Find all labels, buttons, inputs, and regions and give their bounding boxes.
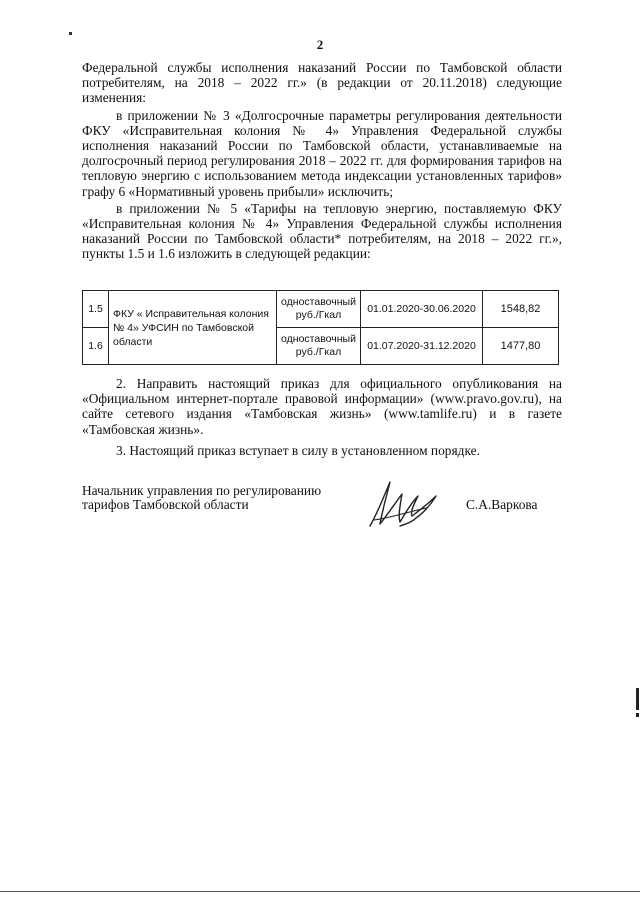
tariff-table — [82, 290, 559, 365]
signatory-name: С.А.Варкова — [466, 497, 538, 512]
tariff-type-cell: одноставочный руб./Гкал — [277, 328, 361, 365]
page-number: 2 — [316, 37, 324, 52]
scan-edge-mark — [636, 713, 639, 717]
tariff-value-cell: 1548,82 — [483, 291, 559, 328]
period-cell: 01.01.2020-30.06.2020 — [361, 291, 483, 328]
paragraph-appendix-3: в приложении № 3 «Долгосрочные параметры регулирования деятельности ФКУ «Исправительная колония № 4» Управления Федеральной службы исполнения наказаний России по Тамбовской области, устанавливаемые на долгосрочный период регулирования 2018 – 2022 гг. для формирования тарифов на тепловую энергию с использованием метода индексации установленных тарифов» графу 6 «Нормативный уровень прибыли» исключить; — [82, 107, 562, 199]
scan-bottom-edge — [0, 891, 640, 892]
paragraph-intro: Федеральной службы исполнения наказаний России по Тамбовской области потребителям, на 2018 – 2022 гг.» (в редакции от 20.11.2018) следующие изменения: — [82, 60, 562, 106]
item-2-publication: 2. Направить настоящий приказ для официального опубликования на «Официальном интернет-портале правовой информации» (www.pravo.gov.ru), на сайте сетевого издания «Тамбовская жизнь» (www.tamlife.ru) и в газете «Тамбовская жизнь». — [82, 376, 562, 437]
period-cell: 01.07.2020-31.12.2020 — [361, 328, 483, 365]
row-number: 1.6 — [83, 328, 109, 365]
tariff-value-cell: 1477,80 — [483, 328, 559, 365]
closing-items — [82, 376, 562, 458]
tariff-type-cell: одноставочный руб./Гкал — [277, 291, 361, 328]
table-row — [83, 291, 559, 328]
row-number: 1.5 — [83, 291, 109, 328]
handwritten-signature-icon — [360, 472, 450, 536]
scan-speck — [69, 32, 72, 35]
paragraph-appendix-5: в приложении № 5 «Тарифы на тепловую энергию, поставляемую ФКУ «Исправительная колония № 4» Управления Федеральной службы исполнения наказаний России по Тамбовской области* потребителям, на 2018 – 2022 гг.», пункты 1.5 и 1.6 изложить в следующей редакции: — [82, 200, 562, 262]
signatory-title: Начальник управления по регулированию тарифов Тамбовской области — [82, 483, 322, 512]
body-text — [82, 60, 562, 262]
organization-cell: ФКУ « Исправительная колония № 4» УФСИН по Тамбовской области — [109, 291, 277, 365]
scan-edge-mark — [636, 688, 639, 710]
item-3-effective: 3. Настоящий приказ вступает в силу в установленном порядке. — [116, 442, 480, 458]
